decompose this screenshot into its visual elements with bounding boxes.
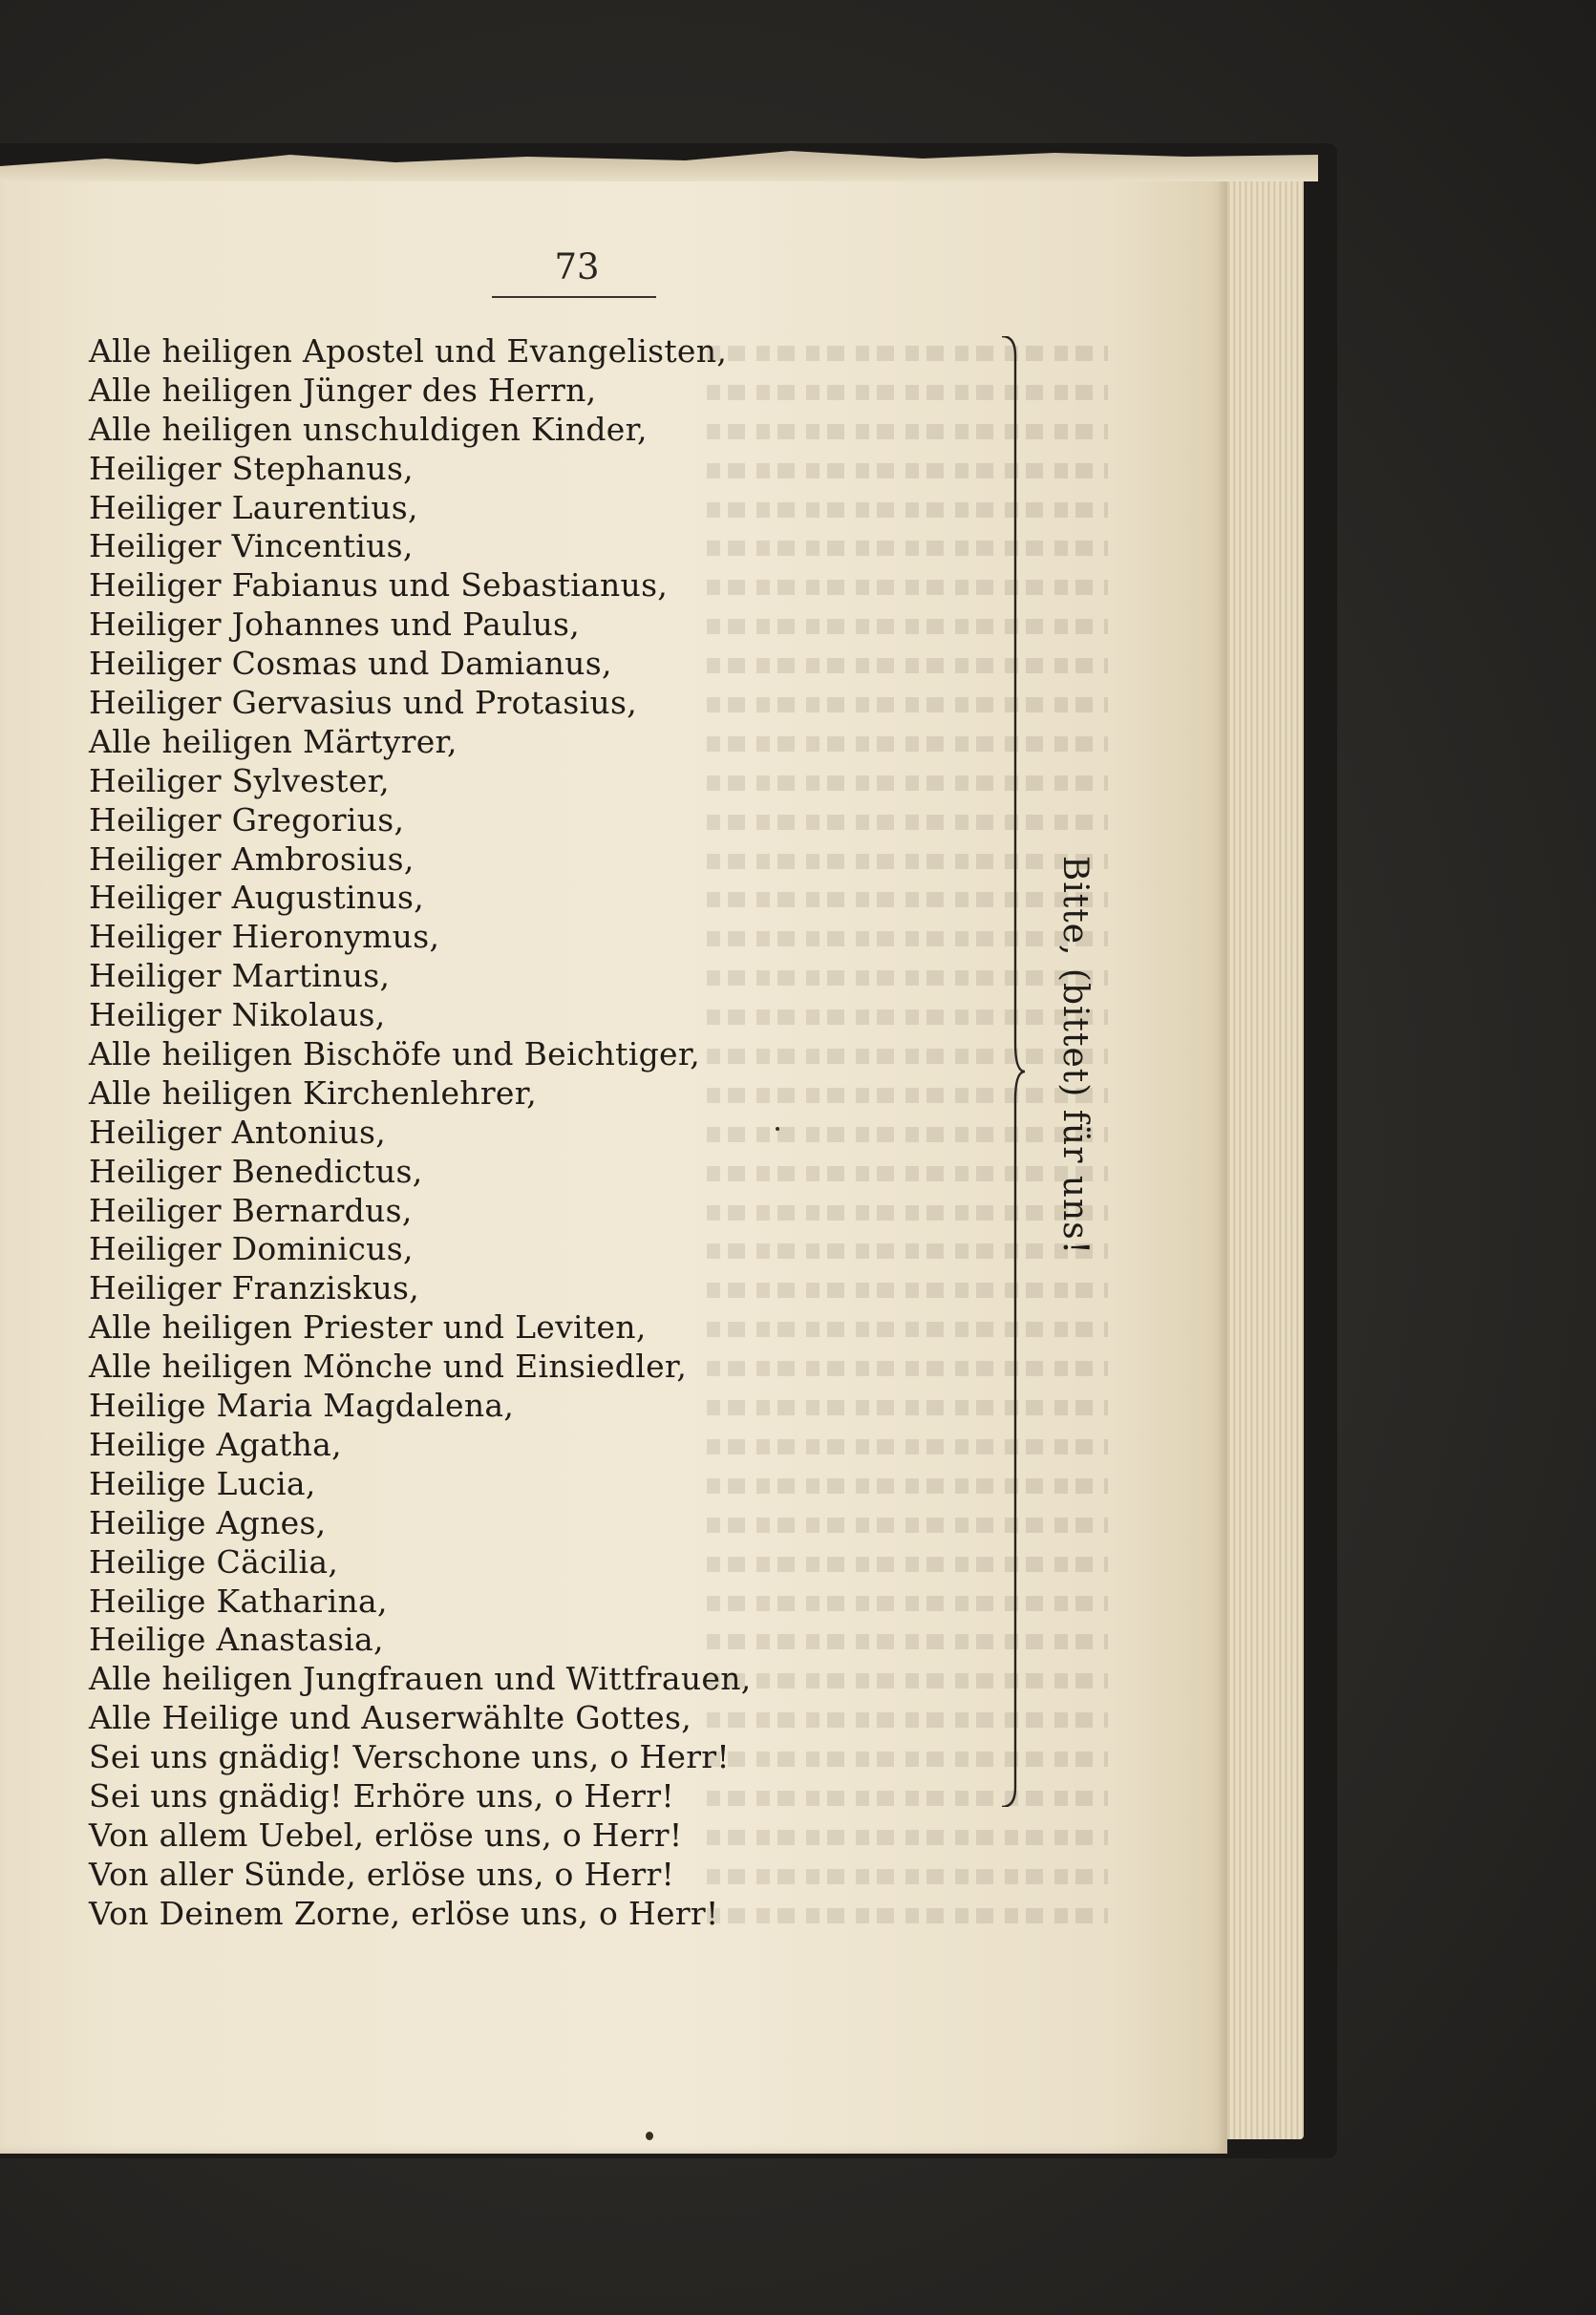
- litany-line: Heiliger Cosmas und Damianus,: [89, 645, 612, 683]
- litany-line: Von Deinem Zorne, erlöse uns, o Herr!: [89, 1894, 719, 1932]
- litany-line: Heiliger Fabianus und Sebastianus,: [89, 566, 669, 605]
- litany-line: Heiliger Stephanus,: [89, 449, 414, 487]
- litany-line: Heilige Anastasia,: [89, 1621, 384, 1659]
- page-number: 73: [554, 246, 600, 287]
- litany-line: Heilige Maria Magdalena,: [89, 1387, 515, 1425]
- litany-line: Heiliger Hieronymus,: [89, 918, 440, 956]
- page-number-rule: [492, 296, 656, 298]
- litany-line: Alle Heilige und Auserwählte Gottes,: [89, 1699, 692, 1737]
- litany-line: Heilige Lucia,: [89, 1464, 316, 1502]
- litany-line: Alle heiligen Jungfrauen und Wittfrauen,: [89, 1660, 752, 1698]
- litany-line: Heiliger Gervasius und Protasius,: [89, 684, 638, 722]
- litany-line: Alle heiligen Priester und Leviten,: [89, 1308, 647, 1347]
- brace-bracket: [998, 336, 1027, 1807]
- litany-line: Heilige Katharina,: [89, 1582, 388, 1620]
- litany-line: Alle heiligen Jünger des Herrn,: [89, 371, 597, 409]
- litany-line: Heiliger Nikolaus,: [89, 996, 386, 1034]
- response-column: [1047, 855, 1104, 1256]
- litany-line: Heiliger Martinus,: [89, 957, 391, 995]
- litany-line: Alle heiligen Kirchenlehrer,: [89, 1073, 537, 1112]
- litany-line: Heiliger Laurentius,: [89, 488, 418, 526]
- litany-text: [89, 332, 1025, 1934]
- litany-line: Heiliger Ambrosius,: [89, 839, 415, 878]
- litany-line: Heilige Agatha,: [89, 1425, 342, 1463]
- litany-line: Heiliger Franziskus,: [89, 1269, 420, 1307]
- litany-line: Heiliger Antonius,: [89, 1113, 386, 1151]
- litany-line: Heiliger Gregorius,: [89, 800, 405, 839]
- litany-line: Heiliger Sylvester,: [89, 761, 390, 799]
- response-text: Bitte, (bittet) für uns!: [1055, 855, 1095, 1256]
- ink-speck: [776, 1127, 779, 1131]
- ink-speck: [646, 2132, 653, 2140]
- litany-line: Alle heiligen unschuldigen Kinder,: [89, 410, 648, 448]
- litany-line: Alle heiligen Apostel und Evangelisten,: [89, 332, 728, 370]
- litany-line: Heiliger Benedictus,: [89, 1152, 423, 1190]
- litany-line: Alle heiligen Bischöfe und Beichtiger,: [89, 1035, 701, 1073]
- litany-line: Heiliger Vincentius,: [89, 527, 414, 565]
- litany-line: Heilige Cäcilia,: [89, 1542, 339, 1581]
- litany-line: Sei uns gnädig! Erhöre uns, o Herr!: [89, 1776, 674, 1815]
- litany-line: Von allem Uebel, erlöse uns, o Herr!: [89, 1816, 683, 1854]
- litany-line: Heiliger Dominicus,: [89, 1230, 414, 1268]
- litany-line: Heiliger Johannes und Paulus,: [89, 605, 581, 644]
- litany-line: Heilige Agnes,: [89, 1503, 327, 1541]
- litany-line: Heiliger Augustinus,: [89, 879, 425, 917]
- litany-line: Alle heiligen Märtyrer,: [89, 722, 458, 760]
- litany-line: Sei uns gnädig! Verschone uns, o Herr!: [89, 1738, 730, 1776]
- litany-line: Alle heiligen Mönche und Einsiedler,: [89, 1348, 688, 1386]
- litany-line: Heiliger Bernardus,: [89, 1191, 413, 1229]
- litany-line: Von aller Sünde, erlöse uns, o Herr!: [89, 1855, 675, 1893]
